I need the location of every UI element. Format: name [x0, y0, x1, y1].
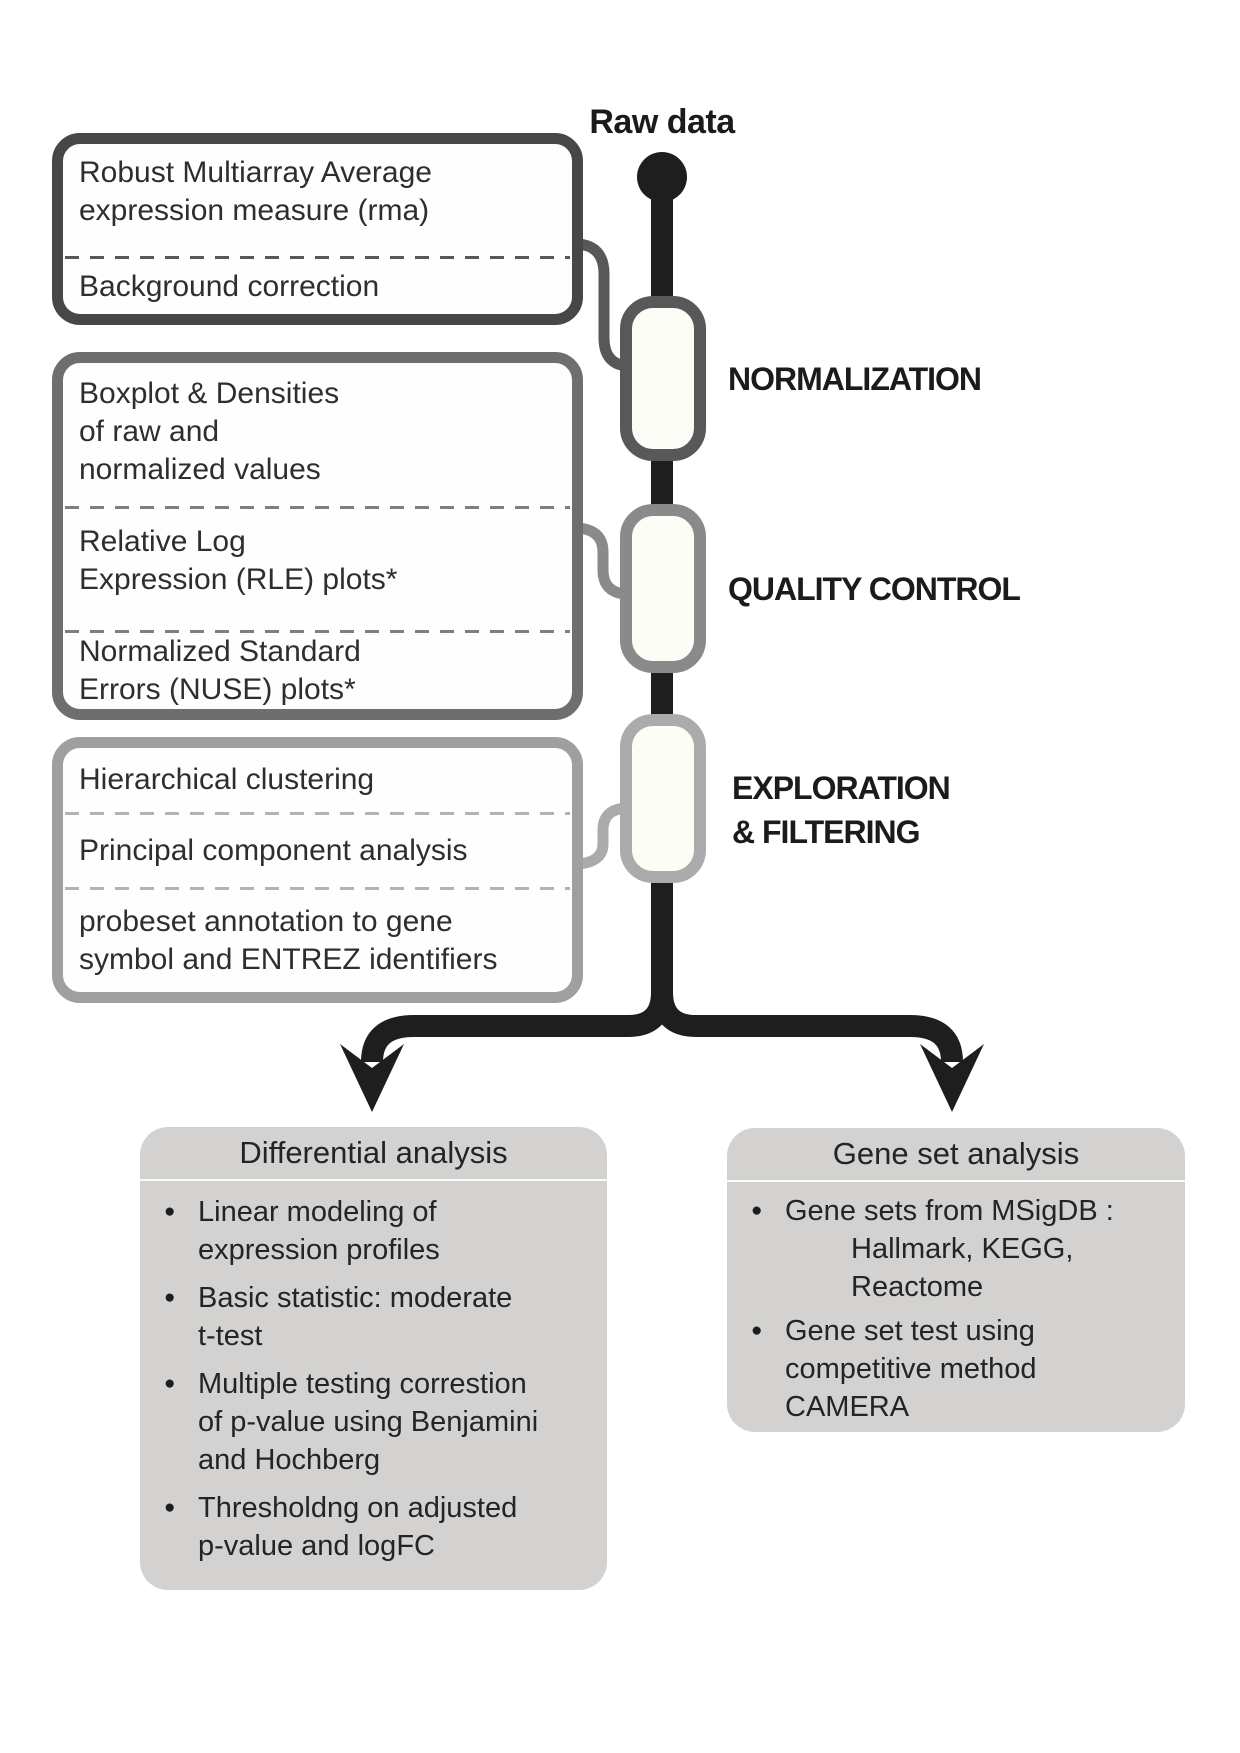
list-item [751, 1312, 1169, 1426]
bullet-icon: ● [751, 1320, 763, 1341]
raw-data-label: Raw data [589, 103, 735, 141]
step-line: Robust Multiarray Average [79, 156, 432, 189]
step-line: Errors (NUSE) plots* [79, 672, 356, 706]
bullet-line: CAMERA [785, 1391, 910, 1423]
step-row [63, 509, 572, 630]
bullet-line: Basic statistic: moderate [198, 1282, 513, 1314]
step-row [63, 815, 572, 887]
stage-label-exploration [732, 766, 950, 854]
step-line: expression measure (rma) [79, 194, 430, 227]
panel-body [727, 1182, 1185, 1426]
list-item [164, 1279, 591, 1355]
connector-exploration [578, 808, 625, 864]
step-line: of raw and [79, 415, 220, 448]
step-row [63, 144, 572, 256]
stage-node-normalization [626, 302, 700, 455]
connector-normalization [578, 244, 627, 366]
step-row [63, 890, 572, 992]
list-item [164, 1489, 591, 1565]
step-line: normalized values [79, 453, 321, 486]
bullet-line: competitive method [785, 1353, 1037, 1385]
bullet-line: Thresholdng on adjusted [198, 1492, 518, 1524]
raw-data-dot [637, 152, 687, 202]
bullet-icon: ● [751, 1200, 763, 1221]
bullet-icon: ● [164, 1287, 176, 1308]
branch-right-arm [662, 975, 952, 1062]
step-line: Normalized Standard [79, 634, 361, 668]
normalization-steps-box [52, 133, 583, 325]
bullet-line: p-value and logFC [198, 1530, 435, 1562]
bullet-line: of p-value using Benjamini [198, 1406, 539, 1438]
bullet-line: Multiple testing correstion [198, 1368, 527, 1400]
bullet-line: Gene set test using [785, 1315, 1035, 1347]
step-line: Hierarchical clustering [79, 763, 375, 796]
bullet-line: Gene sets from MSigDB : [785, 1195, 1114, 1227]
bullet-line: Reactome [851, 1271, 984, 1303]
panel-title: Gene set analysis [727, 1128, 1185, 1182]
bullet-icon: ● [164, 1373, 176, 1394]
step-line: Boxplot & Densities [79, 377, 340, 410]
bullet-line: expression profiles [198, 1234, 440, 1266]
step-row [63, 363, 572, 506]
gene-set-analysis-panel [727, 1128, 1185, 1432]
bullet-line: Hallmark, KEGG, [851, 1233, 1074, 1265]
stage-label-line: EXPLORATION [732, 770, 950, 806]
bullet-icon: ● [164, 1497, 176, 1518]
stage-node-exploration [626, 720, 700, 877]
stage-label-normalization: NORMALIZATION [728, 361, 982, 397]
step-row [63, 633, 572, 709]
bullet-line: Linear modeling of [198, 1196, 437, 1228]
step-line: Background correction [79, 269, 380, 303]
bullet-line: and Hochberg [198, 1444, 381, 1476]
step-line: Relative Log [79, 525, 246, 559]
step-row [63, 259, 572, 314]
step-line: symbol and ENTREZ identifiers [79, 943, 498, 976]
stage-node-quality-control [626, 510, 700, 667]
list-item [164, 1365, 591, 1479]
exploration-steps-box [52, 737, 583, 1003]
bullet-icon: ● [164, 1201, 176, 1222]
bullet-line: t-test [198, 1320, 263, 1352]
list-item [164, 1193, 591, 1269]
quality-control-steps-box [52, 352, 583, 720]
step-line: Principal component analysis [79, 834, 468, 867]
stage-label-quality-control: QUALITY CONTROL [728, 571, 1020, 607]
stage-label-line: & FILTERING [732, 814, 920, 850]
panel-body [140, 1181, 607, 1565]
connector-quality-control [578, 528, 625, 594]
differential-analysis-panel [140, 1127, 607, 1590]
step-row [63, 748, 572, 812]
step-line: Expression (RLE) plots* [79, 563, 398, 597]
step-line: probeset annotation to gene [79, 905, 453, 938]
list-item [751, 1192, 1169, 1306]
panel-title: Differential analysis [140, 1127, 607, 1181]
